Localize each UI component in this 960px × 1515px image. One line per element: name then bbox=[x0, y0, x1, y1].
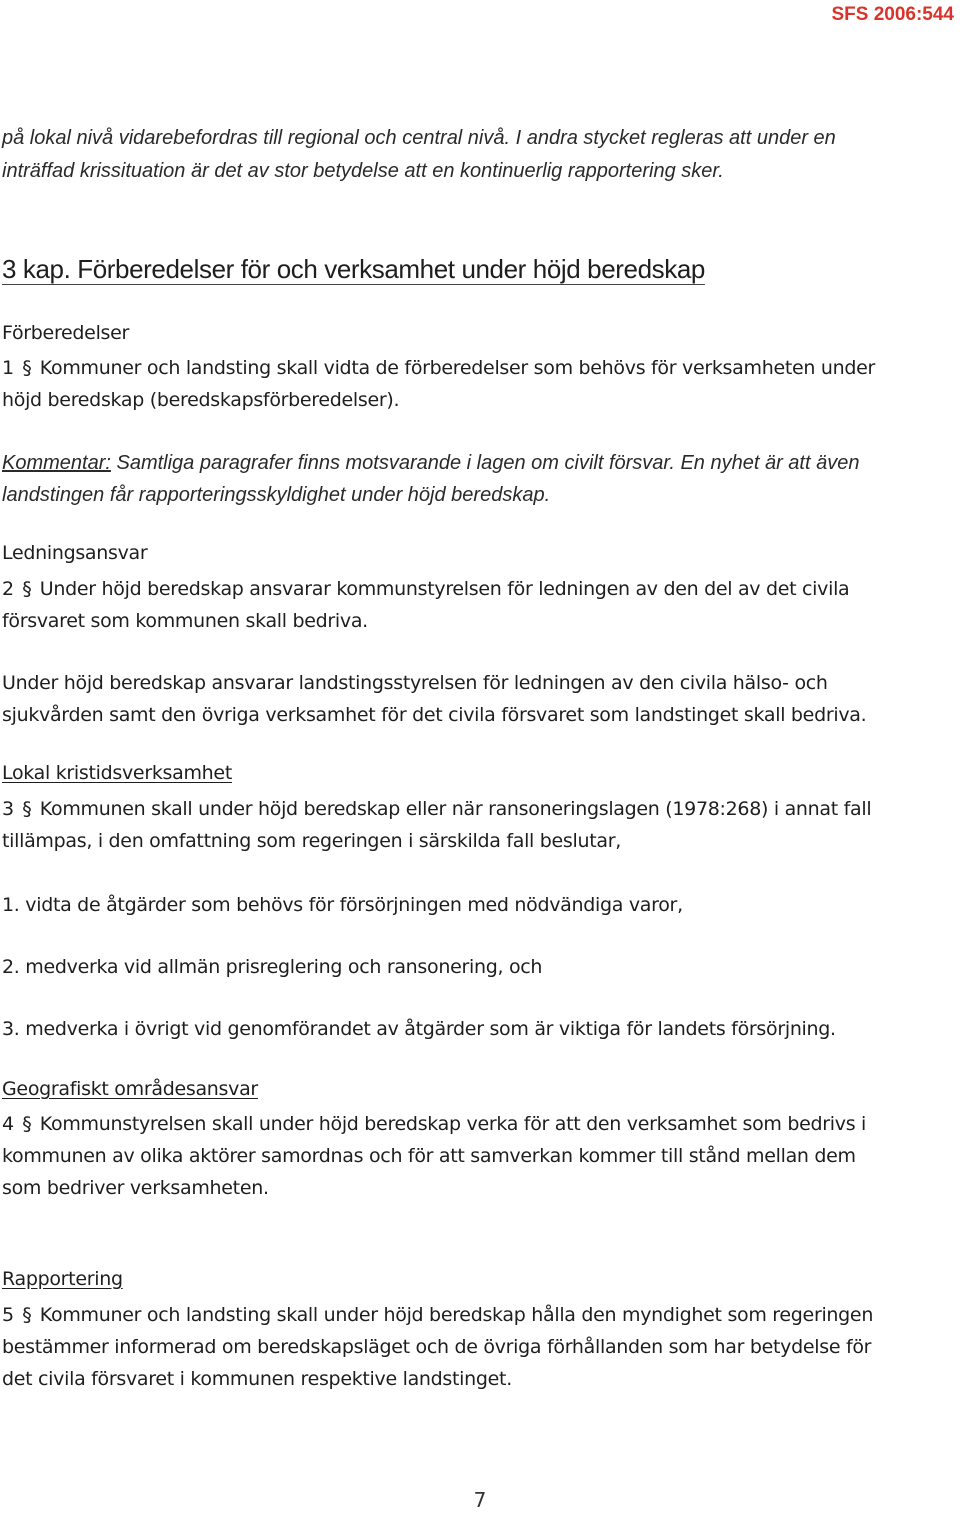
section-5 bbox=[2, 1299, 882, 1395]
heading-lokal-kristidsverksamhet: Lokal kristidsverksamhet bbox=[2, 762, 232, 784]
section-1-number: 1 bbox=[2, 357, 14, 379]
section-sign-icon: § bbox=[22, 578, 32, 600]
heading-rapportering: Rapportering bbox=[2, 1268, 123, 1290]
list-item-3: 3. medverka i övrigt vid genomförandet av åtgärder som är viktiga för landets försörjning. bbox=[2, 1018, 836, 1040]
list-item-2: 2. medverka vid allmän prisreglering och ransonering, och bbox=[2, 956, 543, 978]
section-5-number: 5 bbox=[2, 1304, 14, 1326]
section-2 bbox=[2, 573, 882, 637]
section-1 bbox=[2, 352, 882, 416]
section-4-text: Kommunstyrelsen skall under höjd beredskap verka för att den verksamhet som bedrivs i kommunen av olika aktörer samordnas och för att samverkan kommer till stånd mellan dem som bedriver verksamheten. bbox=[2, 1113, 867, 1199]
list-item-1: 1. vidta de åtgärder som behövs för försörjningen med nödvändiga varor, bbox=[2, 894, 683, 916]
section-4-number: 4 bbox=[2, 1113, 14, 1135]
section-2-text: Under höjd beredskap ansvarar kommunstyrelsen för ledningen av den del av det civila försvaret som kommunen skall bedriva. bbox=[2, 578, 850, 632]
section-4 bbox=[2, 1108, 882, 1204]
document-code: SFS 2006:544 bbox=[831, 4, 954, 25]
intro-paragraph: på lokal nivå vidarebefordras till regional och central nivå. I andra stycket regleras att under en inträffad krissituation är det av stor betydelse att en kontinuerlig rapportering sker. bbox=[2, 127, 836, 182]
heading-ledningsansvar: Ledningsansvar bbox=[2, 542, 148, 564]
comment-text: Samtliga paragrafer finns motsvarande i lagen om civilt försvar. En nyhet är att även landstingen får rapporteringsskyldighet under höjd beredskap. bbox=[2, 452, 860, 506]
chapter-title-text: 3 kap. Förberedelser för och verksamhet under höjd beredskap bbox=[2, 254, 705, 284]
chapter-title bbox=[2, 254, 880, 285]
section-3-number: 3 bbox=[2, 798, 14, 820]
comment-label: Kommentar: bbox=[2, 452, 111, 474]
heading-forberedelser: Förberedelser bbox=[2, 322, 130, 344]
section-3-text: Kommunen skall under höjd beredskap eller när ransoneringslagen (1978:268) i annat fall tillämpas, i den omfattning som regeringen i särskilda fall beslutar, bbox=[2, 798, 872, 852]
section-sign-icon: § bbox=[22, 357, 32, 379]
section-3 bbox=[2, 793, 882, 857]
section-5-text: Kommuner och landsting skall under höjd beredskap hålla den myndighet som regeringen bestämmer informerad om beredskapsläget och de övriga förhållanden som har betydelse för det civila försvaret i kommunen respektive landstinget. bbox=[2, 1304, 874, 1390]
section-sign-icon: § bbox=[22, 1113, 32, 1135]
section-2-paragraph-2: Under höjd beredskap ansvarar landstingsstyrelsen för ledningen av den civila hälso- och sjukvården samt den övriga verksamhet för det civila försvaret som landstinget skall bedriva. bbox=[2, 672, 867, 726]
section-1-text: Kommuner och landsting skall vidta de förberedelser som behövs för verksamheten under höjd beredskap (beredskapsförberedelser). bbox=[2, 357, 875, 411]
heading-geografiskt-omradesansvar: Geografiskt områdesansvar bbox=[2, 1078, 258, 1100]
page-number: 7 bbox=[473, 1488, 487, 1512]
section-sign-icon: § bbox=[22, 798, 32, 820]
comment-paragraph bbox=[2, 447, 862, 511]
section-sign-icon: § bbox=[22, 1304, 32, 1326]
section-2-number: 2 bbox=[2, 578, 14, 600]
